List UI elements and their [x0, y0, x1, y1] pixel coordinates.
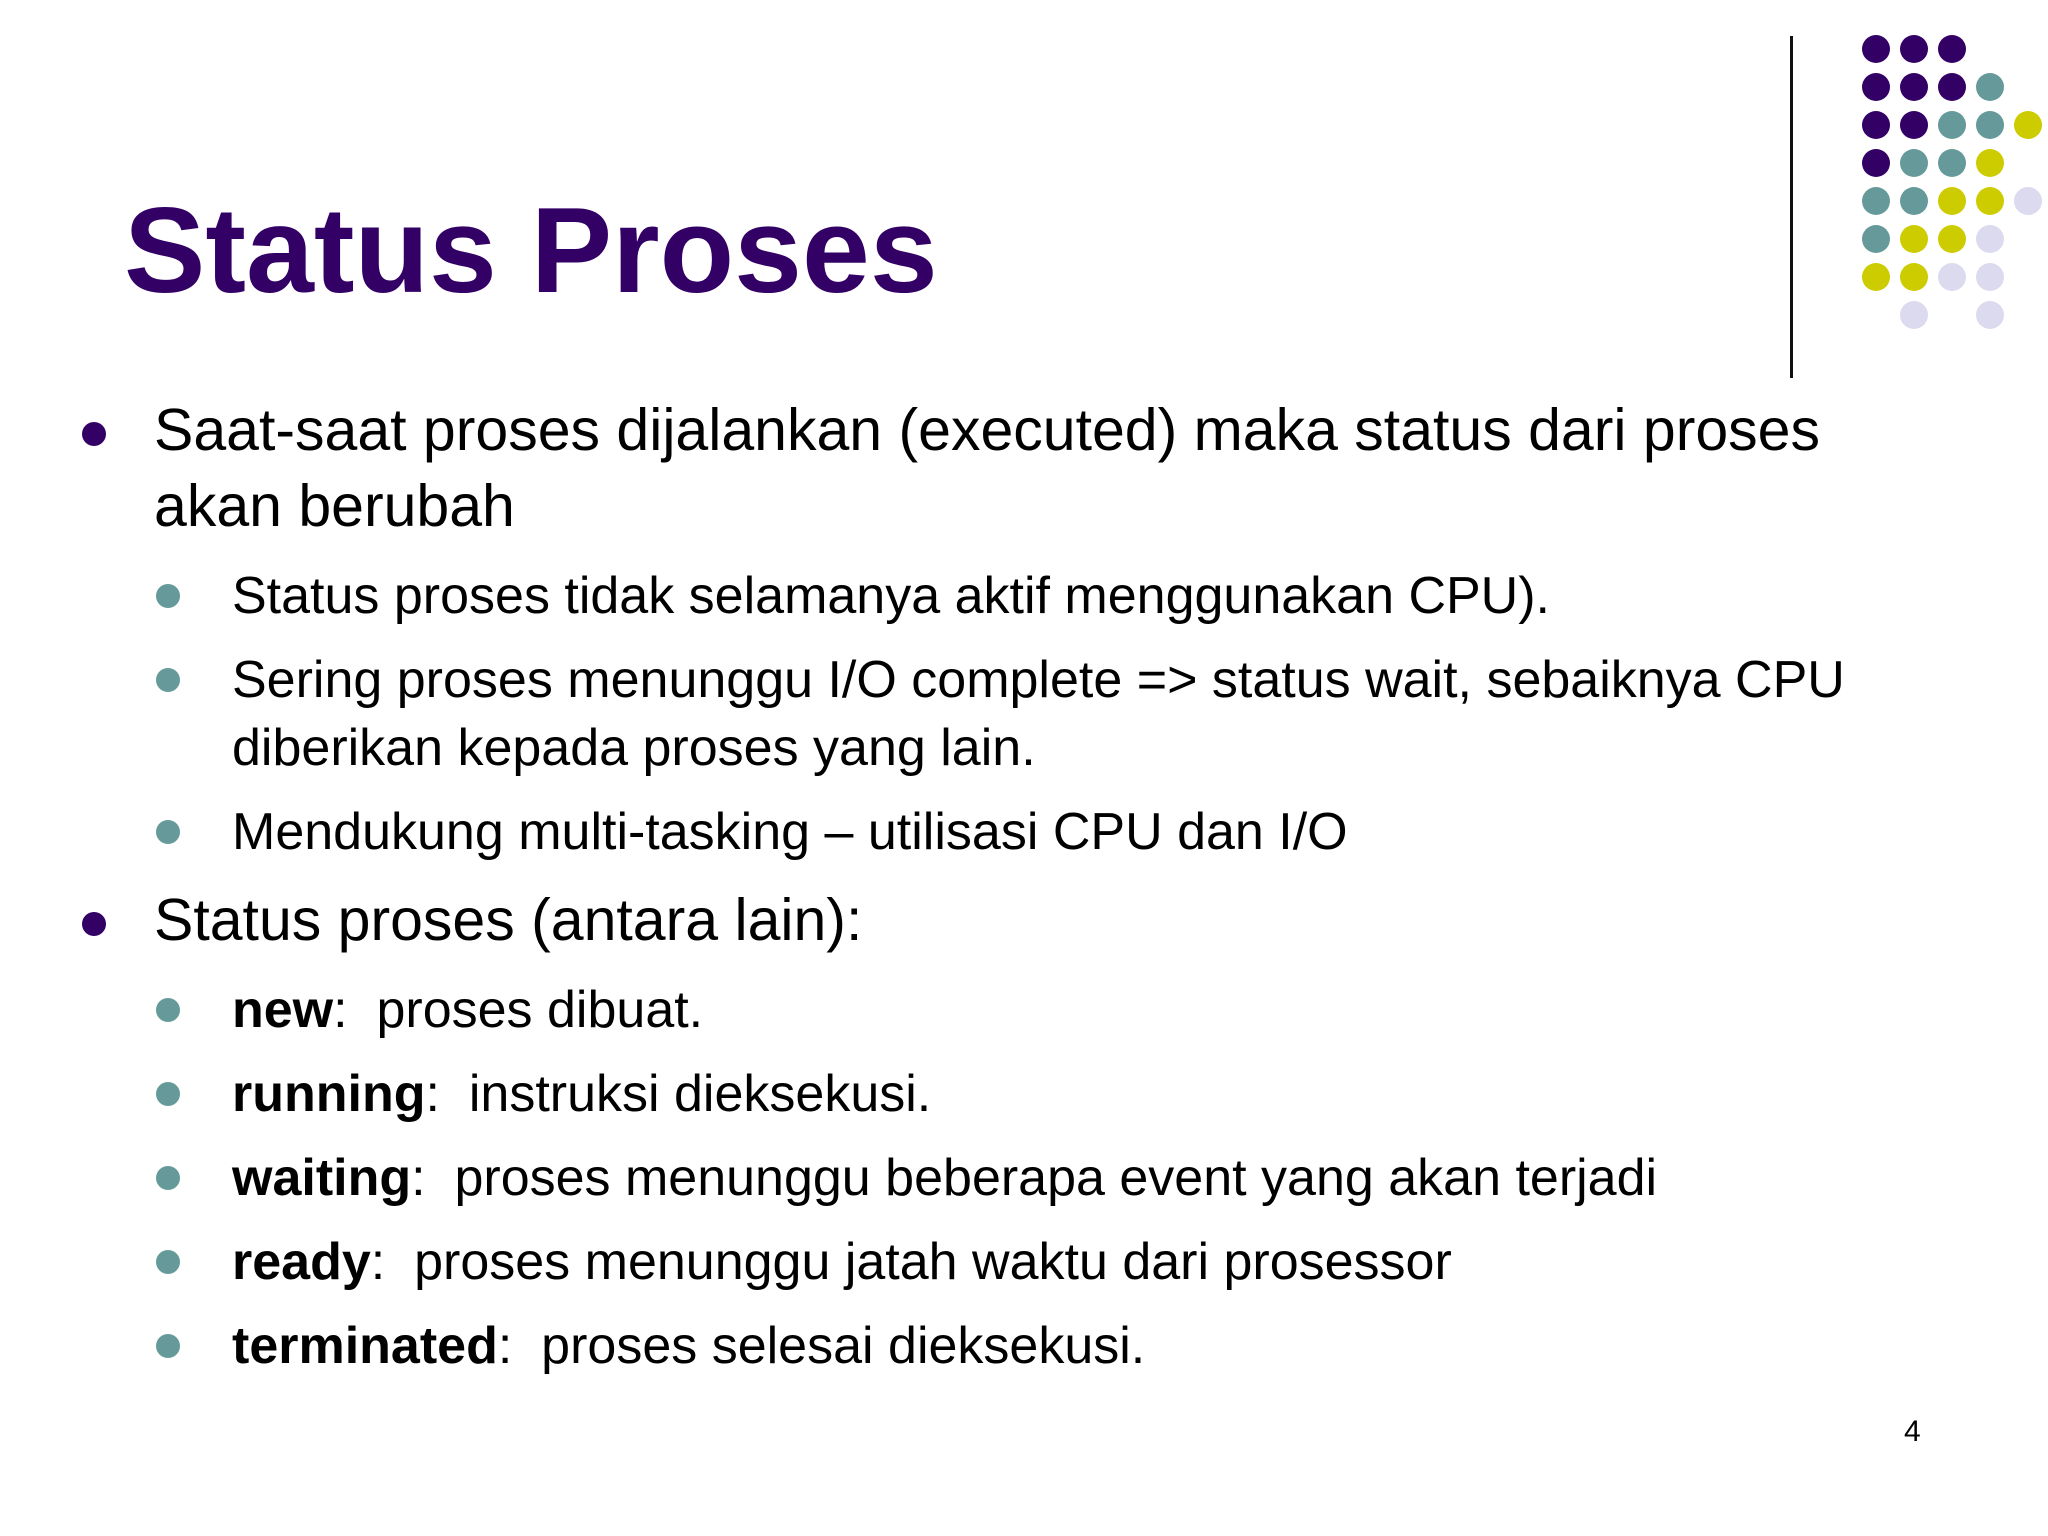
decor-dot	[1862, 263, 1890, 291]
decor-dot	[1862, 73, 1890, 101]
sub-bullet-dot-icon	[156, 1166, 180, 1190]
sub-bullet-item	[72, 562, 1952, 630]
decor-dot	[1938, 225, 1966, 253]
decor-dot	[1900, 187, 1928, 215]
decor-dot	[1862, 111, 1890, 139]
bullet-text: Saat-saat proses dijalankan (executed) maka status dari proses akan berubah	[154, 397, 1820, 539]
decor-dot	[1976, 225, 2004, 253]
decor-dot	[1938, 263, 1966, 291]
decor-dot	[1900, 149, 1928, 177]
bullet-dot-icon	[82, 422, 106, 446]
decor-dot	[1900, 225, 1928, 253]
status-term: ready	[232, 1233, 371, 1291]
decor-dot	[2014, 111, 2042, 139]
sub-bullet-dot-icon	[156, 998, 180, 1022]
decor-dot	[1938, 35, 1966, 63]
decor-dot	[1862, 225, 1890, 253]
decor-dot	[1862, 35, 1890, 63]
status-term: terminated	[232, 1317, 498, 1375]
sub-bullet-dot-icon	[156, 1082, 180, 1106]
decor-dot	[1862, 149, 1890, 177]
bullet-text: Status proses (antara lain):	[154, 887, 863, 953]
sub-bullet-dot-icon	[156, 1334, 180, 1358]
status-description: : proses menunggu jatah waktu dari prosessor	[370, 1233, 1452, 1291]
status-description: : proses dibuat.	[333, 981, 704, 1039]
decorative-divider	[1790, 36, 1793, 378]
decor-dot	[1938, 73, 1966, 101]
sub-bullet-dot-icon	[156, 584, 180, 608]
bullet-item	[72, 392, 1952, 544]
status-description: : proses selesai dieksekusi.	[497, 1317, 1146, 1375]
decor-dot	[1976, 111, 2004, 139]
sub-bullet-text: Status proses tidak selamanya aktif menggunakan CPU).	[232, 567, 1551, 625]
status-term: running	[232, 1065, 426, 1123]
decor-dot	[1976, 263, 2004, 291]
status-item-new	[72, 976, 1952, 1044]
decor-dot	[1976, 301, 2004, 329]
status-item-waiting	[72, 1144, 1952, 1212]
decor-dot	[1900, 111, 1928, 139]
decor-dot	[1938, 149, 1966, 177]
sub-bullet-item	[72, 798, 1952, 866]
decor-dot	[1938, 187, 1966, 215]
status-item-terminated	[72, 1312, 1952, 1380]
status-item-ready	[72, 1228, 1952, 1296]
bullet-item	[72, 882, 1952, 958]
sub-bullet-dot-icon	[156, 668, 180, 692]
status-term: waiting	[232, 1149, 412, 1207]
decor-dot	[1976, 187, 2004, 215]
bullet-dot-icon	[82, 912, 106, 936]
status-item-running	[72, 1060, 1952, 1128]
decor-dot	[1976, 149, 2004, 177]
sub-bullet-dot-icon	[156, 820, 180, 844]
slide-body	[72, 392, 1952, 1396]
page-number: 4	[1904, 1415, 1921, 1448]
sub-bullet-dot-icon	[156, 1250, 180, 1274]
decor-dot	[1900, 35, 1928, 63]
status-term: new	[232, 981, 334, 1039]
status-description: : instruksi dieksekusi.	[425, 1065, 932, 1123]
sub-bullet-text: Sering proses menunggu I/O complete => status wait, sebaiknya CPU diberikan kepada proses yang lain.	[232, 651, 1845, 777]
sub-bullet-item	[72, 646, 1952, 782]
decor-dot	[1976, 73, 2004, 101]
decor-dot	[1900, 301, 1928, 329]
decor-dot	[1938, 111, 1966, 139]
decor-dot	[1900, 263, 1928, 291]
decor-dot	[1900, 73, 1928, 101]
status-description: : proses menunggu beberapa event yang akan terjadi	[411, 1149, 1658, 1207]
decor-dot	[2014, 187, 2042, 215]
sub-bullet-text: Mendukung multi-tasking – utilisasi CPU dan I/O	[232, 803, 1348, 861]
slide-title: Status Proses	[124, 182, 938, 318]
decor-dot	[1862, 187, 1890, 215]
